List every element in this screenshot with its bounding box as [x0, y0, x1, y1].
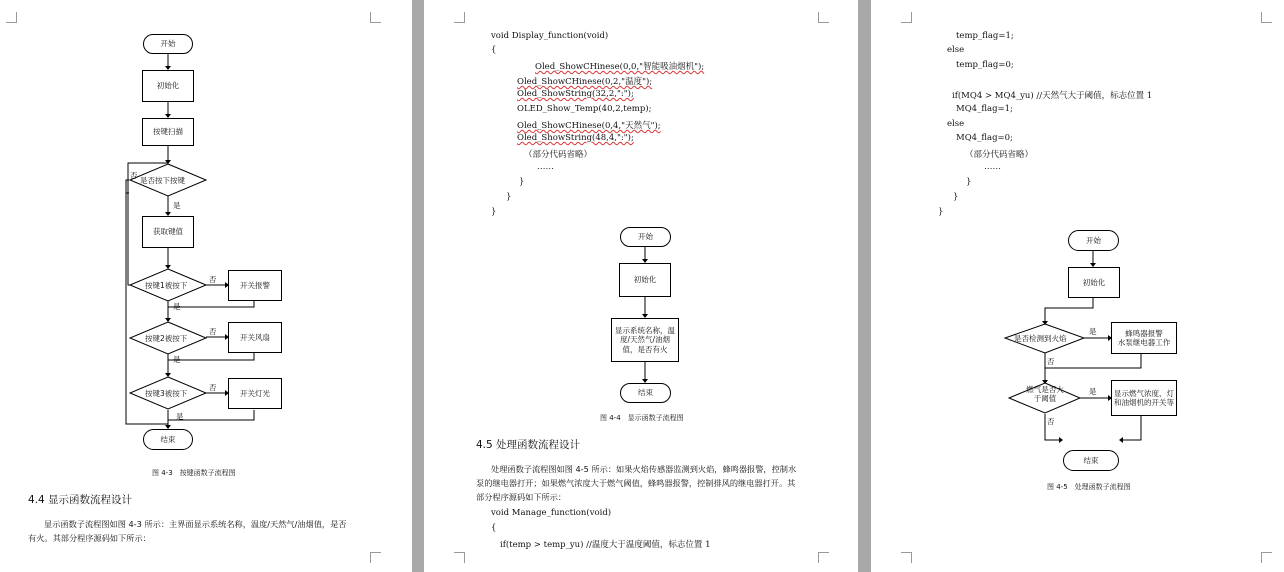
code-line: OLED_Show_Temp(40,2,temp); [517, 104, 652, 114]
code-line: } [953, 192, 959, 202]
flow-key-scan-box: 按键扫描 [142, 118, 194, 146]
figure-caption: 图 4-4 显示函数子流程图 [600, 414, 684, 422]
code-line: Oled_ShowCHinese(0,2,"温度"); [517, 77, 653, 87]
code-line: } [938, 207, 944, 217]
flow-start-terminal: 开始 [620, 227, 671, 247]
code-line: else [947, 45, 965, 55]
code-line: void Display_function(void) [491, 31, 609, 41]
flow-no-label: 否 [1047, 417, 1055, 426]
figure-caption: 图 4-3 按键函数子流程图 [152, 469, 236, 477]
code-line: Oled_ShowCHinese(0,4,"天然气"); [517, 121, 661, 131]
paragraph-line: 部分程序源码如下所示： [476, 492, 567, 502]
code-line: （部分代码省略） [524, 150, 593, 160]
flow-no-label: 否 [209, 275, 217, 284]
flow-key1-decision: 按键1被按下 [145, 281, 188, 290]
code-line: { [491, 45, 497, 55]
code-line: void Manage_function(void) [491, 508, 612, 518]
document-page-1 [0, 0, 412, 572]
document-page-3 [871, 0, 1284, 572]
flow-no-label: 否 [209, 327, 217, 336]
flow-start-terminal: 开始 [143, 34, 193, 54]
crop-mark [901, 552, 912, 563]
flow-end-terminal: 结束 [143, 429, 193, 450]
paragraph-line: 显示函数子流程图如图 4-3 所示：主界面显示系统名称，温度/天然气/油烟值，是否 [44, 519, 347, 529]
section-heading: 4.4 显示函数流程设计 [28, 494, 133, 506]
flow-init-box: 初始化 [1068, 267, 1120, 298]
flow-get-key-value-box: 获取键值 [142, 216, 194, 248]
code-line: MQ4_flag=0; [956, 133, 1013, 143]
flow-yes-label: 是 [173, 302, 181, 311]
flow-light-toggle-box: 开关灯光 [228, 378, 282, 409]
code-line: Oled_ShowCHinese(0,0,"智能吸油烟机"); [535, 62, 705, 72]
flow-yes-label: 是 [173, 201, 181, 210]
code-line: } [506, 192, 512, 202]
flow-key3-decision: 按键3被按下 [145, 389, 188, 398]
code-line: …… [984, 162, 1001, 172]
code-line: if(MQ4 > MQ4_yu) //天然气大于阈值，标志位置 1 [952, 91, 1153, 101]
crop-mark [818, 552, 829, 563]
flow-fire-detected-decision: 是否检测到火焰 [1014, 334, 1067, 343]
flow-init-box: 初始化 [619, 263, 671, 297]
flow-key-pressed-decision: 是否按下按键 [140, 176, 185, 185]
code-line: { [491, 523, 497, 533]
flow-key2-decision: 按键2被按下 [145, 334, 188, 343]
paragraph-line: 泵的继电器打开；如果燃气浓度大于燃气阈值，蜂鸣器报警，控制排风的继电器打开。其 [476, 478, 796, 488]
flow-end-terminal: 结束 [1063, 450, 1119, 471]
code-line: （部分代码省略） [965, 150, 1034, 160]
flow-no-label: 否 [209, 383, 217, 392]
flow-yes-label: 是 [1089, 327, 1097, 336]
crop-mark [454, 552, 465, 563]
code-line: temp_flag=0; [956, 60, 1014, 70]
flow-init-box: 初始化 [142, 70, 194, 102]
code-line: …… [537, 162, 554, 172]
code-line: } [966, 177, 972, 187]
flow-gas-action-box: 显示燃气浓度、灯和油烟机的开关等 [1111, 380, 1177, 416]
crop-mark [370, 552, 381, 563]
flow-no-label: 否 [130, 171, 138, 180]
flow-yes-label: 是 [176, 412, 184, 421]
code-line: Oled_ShowString(48,4,":"); [517, 133, 634, 143]
section-heading: 4.5 处理函数流程设计 [476, 439, 581, 451]
flow-yes-label: 是 [173, 355, 181, 364]
key-flowchart-connectors [0, 0, 412, 470]
flow-display-box: 显示系统名称，温度/天然气/油烟值，是否有火 [611, 318, 679, 362]
flow-fan-toggle-box: 开关风扇 [228, 322, 282, 353]
flow-gas-threshold-decision: 燃气是否大于阈值 [1026, 385, 1064, 404]
document-page-2 [424, 0, 858, 572]
code-line: else [947, 119, 965, 129]
code-line: Oled_ShowString(32,2,":"); [517, 89, 634, 99]
flow-start-terminal: 开始 [1068, 230, 1119, 251]
crop-mark [1261, 552, 1272, 563]
code-line: MQ4_flag=1; [956, 104, 1013, 114]
flow-end-terminal: 结束 [620, 383, 671, 403]
code-line: } [491, 207, 497, 217]
paragraph-line: 有火。其部分程序源码如下所示： [28, 533, 151, 543]
flow-fire-action-box: 蜂鸣器报警 水泵继电器工作 [1111, 322, 1177, 354]
figure-caption: 图 4-5 处理函数子流程图 [1047, 483, 1131, 491]
paragraph-line: 处理函数子流程图如图 4-5 所示：如果火焰传感器监测到火焰，蜂鸣器报警，控制水 [491, 464, 797, 474]
code-line: temp_flag=1; [956, 31, 1014, 41]
code-line: } [519, 177, 525, 187]
flow-alarm-toggle-box: 开关报警 [228, 270, 282, 301]
flow-no-label: 否 [1047, 357, 1055, 366]
flow-yes-label: 是 [1089, 387, 1097, 396]
code-line: if(temp > temp_yu) //温度大于温度阈值，标志位置 1 [500, 540, 711, 550]
